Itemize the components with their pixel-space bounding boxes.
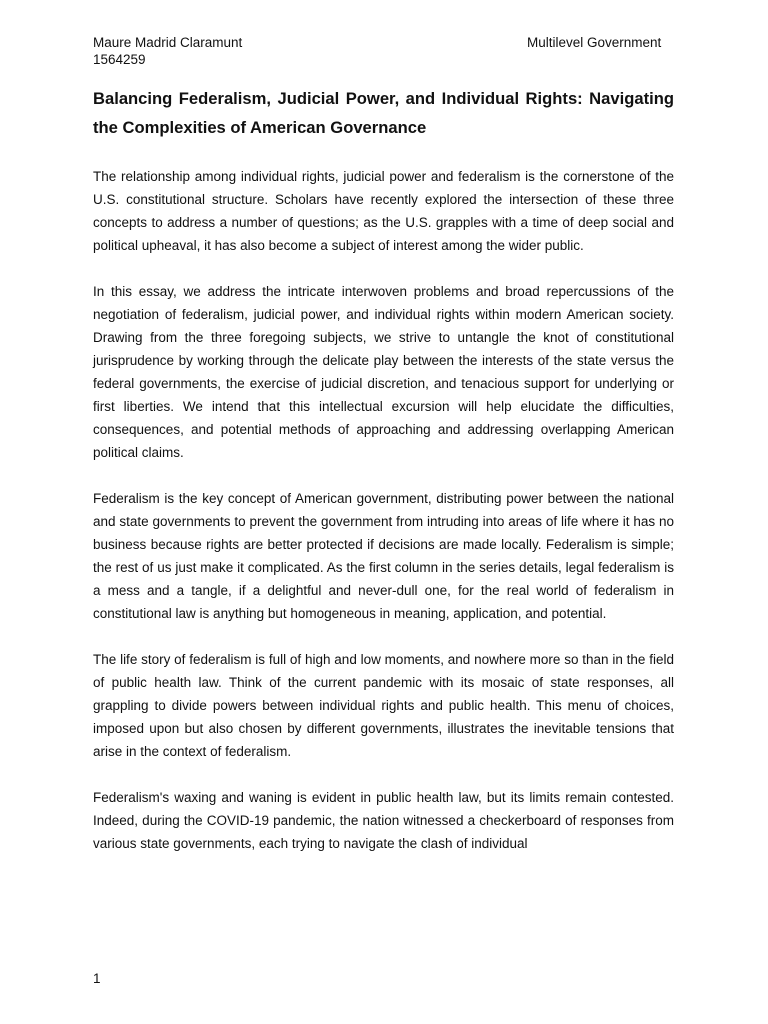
author-name: Maure Madrid Claramunt: [93, 35, 243, 50]
student-id: 1564259: [93, 52, 146, 67]
header-author-block: [93, 34, 242, 68]
page-number: 1: [93, 971, 101, 986]
paragraph-1: The relationship among individual rights, judicial power and federalism is the cornerstone of the U.S. constitutional structure. Scholars have recently explored the intersection of these three concepts to address a number of questions; as the U.S. grapples with a time of deep social and political upheaval, it has also become a subject of interest among the wider public.: [93, 169, 674, 253]
paragraph-5: Federalism's waxing and waning is evident in public health law, but its limits remain contested. Indeed, during the COVID-19 pandemic, the nation witnessed a checkerboard of responses from various state governments, each trying to navigate the clash of individual: [93, 790, 674, 851]
document-body: [93, 165, 674, 878]
course-name: Multilevel Government: [527, 35, 662, 50]
paragraph-3: Federalism is the key concept of American government, distributing power between the national and state governments to prevent the government from intruding into areas of life where it has no business because rights are better protected if decisions are made locally. Federalism is simple; the rest of us just make it complicated. As the first column in the series details, legal federalism is a mess and a tangle, if a delightful and never-dull one, for the real world of federalism in constitutional law is anything but homogeneous in meaning, application, and potential.: [93, 491, 674, 621]
document-title: Balancing Federalism, Judicial Power, and Individual Rights: Navigating the Complexities of American Governance: [93, 89, 674, 137]
paragraph-4: The life story of federalism is full of high and low moments, and nowhere more so than in the field of public health law. Think of the current pandemic with its mosaic of state responses, all grappling to divide powers between individual rights and public health. This menu of choices, imposed upon but also chosen by different governments, illustrates the inevitable tensions that arise in the context of federalism.: [93, 652, 674, 759]
paragraph-2: In this essay, we address the intricate interwoven problems and broad repercussions of the negotiation of federalism, judicial power, and individual rights within modern American society. Drawing from the three foregoing subjects, we strive to untangle the knot of constitutional jurisprudence by working through the delicate play between the interests of the state versus the federal governments, the exercise of judicial discretion, and tenacious support for underlying or first liberties. We intend that this intellectual excursion will help elucidate the difficulties, consequences, and potential methods of approaching and addressing overlapping American political claims.: [93, 284, 674, 460]
